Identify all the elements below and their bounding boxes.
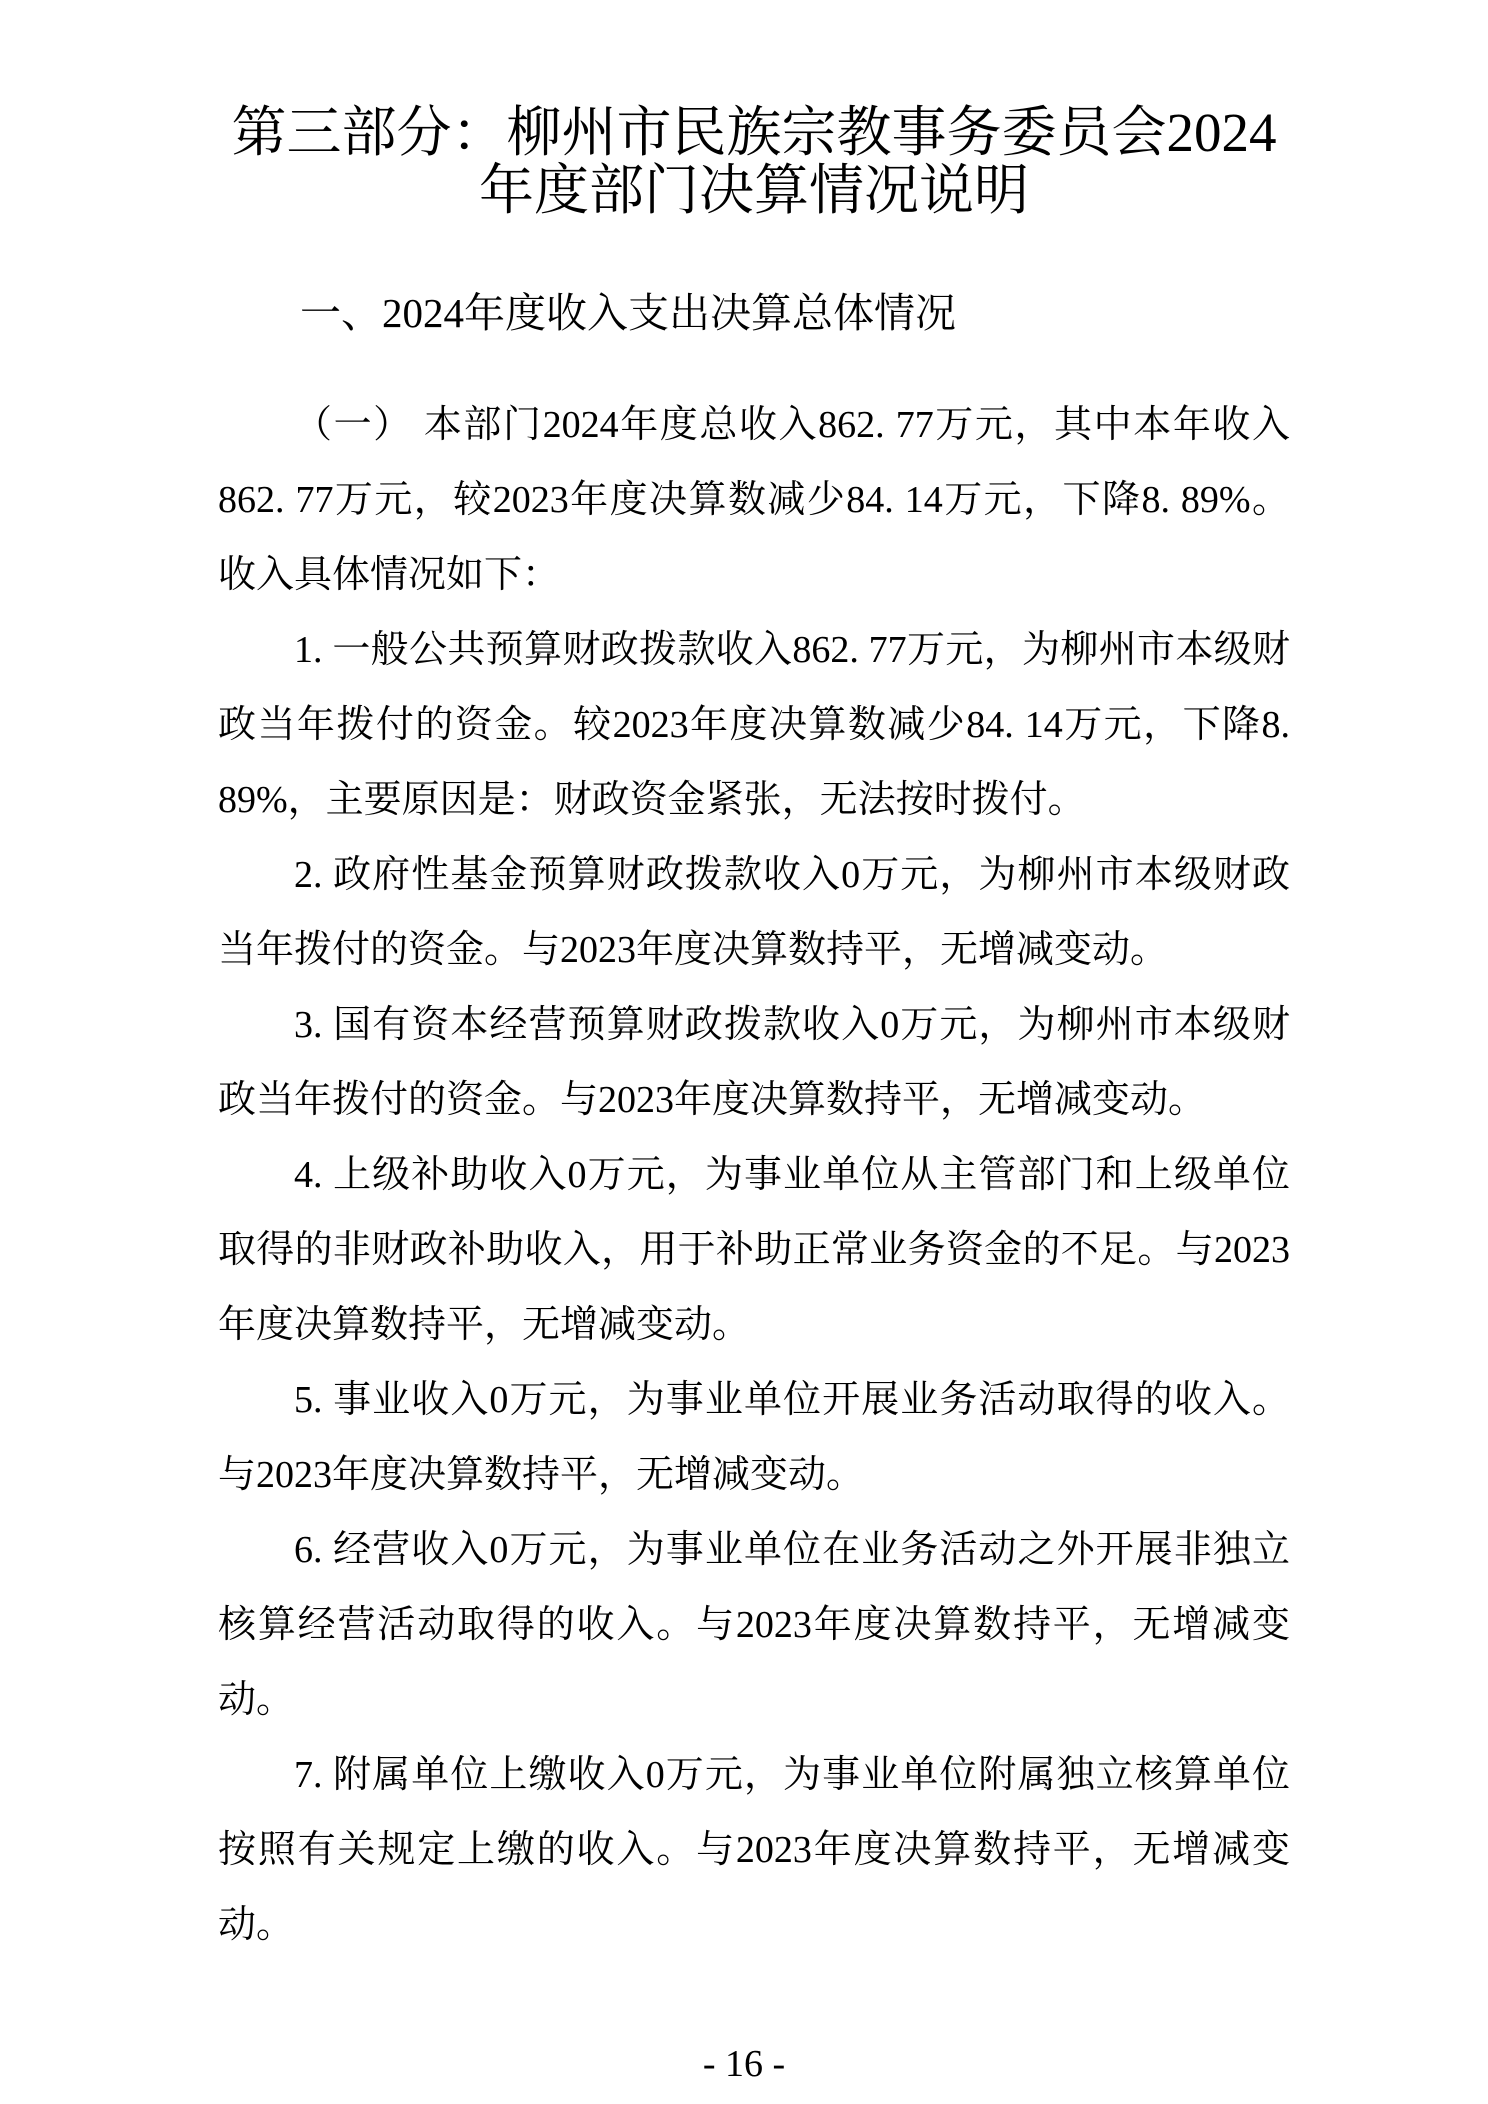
- section-heading: 一、2024年度收入支出决算总体情况: [300, 290, 956, 336]
- paragraph: （一） 本部门2024年度总收入862. 77万元，其中本年收入862. 77万元，较2023年度决算数减少84. 14万元，下降8. 89%。收入具体情况如下：: [218, 404, 1290, 596]
- paragraph: 6. 经营收入0万元，为事业单位在业务活动之外开展非独立核算经营活动取得的收入。与2023年度决算数持平，无增减变动。: [218, 1529, 1290, 1721]
- page-number: - 16 -: [702, 2043, 786, 2085]
- paragraph: 5. 事业收入0万元，为事业单位开展业务活动取得的收入。与2023年度决算数持平，无增减变动。: [218, 1379, 1290, 1496]
- document-title: 第三部分：柳州市民族宗教事务委员会2024年度部门决算情况说明: [231, 102, 1277, 221]
- paragraph: 1. 一般公共预算财政拨款收入862. 77万元，为柳州市本级财政当年拨付的资金。较2023年度决算数减少84. 14万元，下降8. 89%，主要原因是：财政资金紧张，无法按时拨付。: [218, 629, 1290, 821]
- paragraph: 4. 上级补助收入0万元，为事业单位从主管部门和上级单位取得的非财政补助收入，用于补助正常业务资金的不足。与2023年度决算数持平，无增减变动。: [218, 1154, 1290, 1346]
- paragraph: 2. 政府性基金预算财政拨款收入0万元，为柳州市本级财政当年拨付的资金。与2023年度决算数持平，无增减变动。: [218, 854, 1290, 971]
- paragraph: 3. 国有资本经营预算财政拨款收入0万元，为柳州市本级财政当年拨付的资金。与2023年度决算数持平，无增减变动。: [218, 1004, 1290, 1121]
- document-content: [218, 0, 1290, 1963]
- paragraph: 7. 附属单位上缴收入0万元，为事业单位附属独立核算单位按照有关规定上缴的收入。与2023年度决算数持平，无增减变动。: [218, 1754, 1290, 1946]
- body-paragraphs: [218, 388, 1290, 1963]
